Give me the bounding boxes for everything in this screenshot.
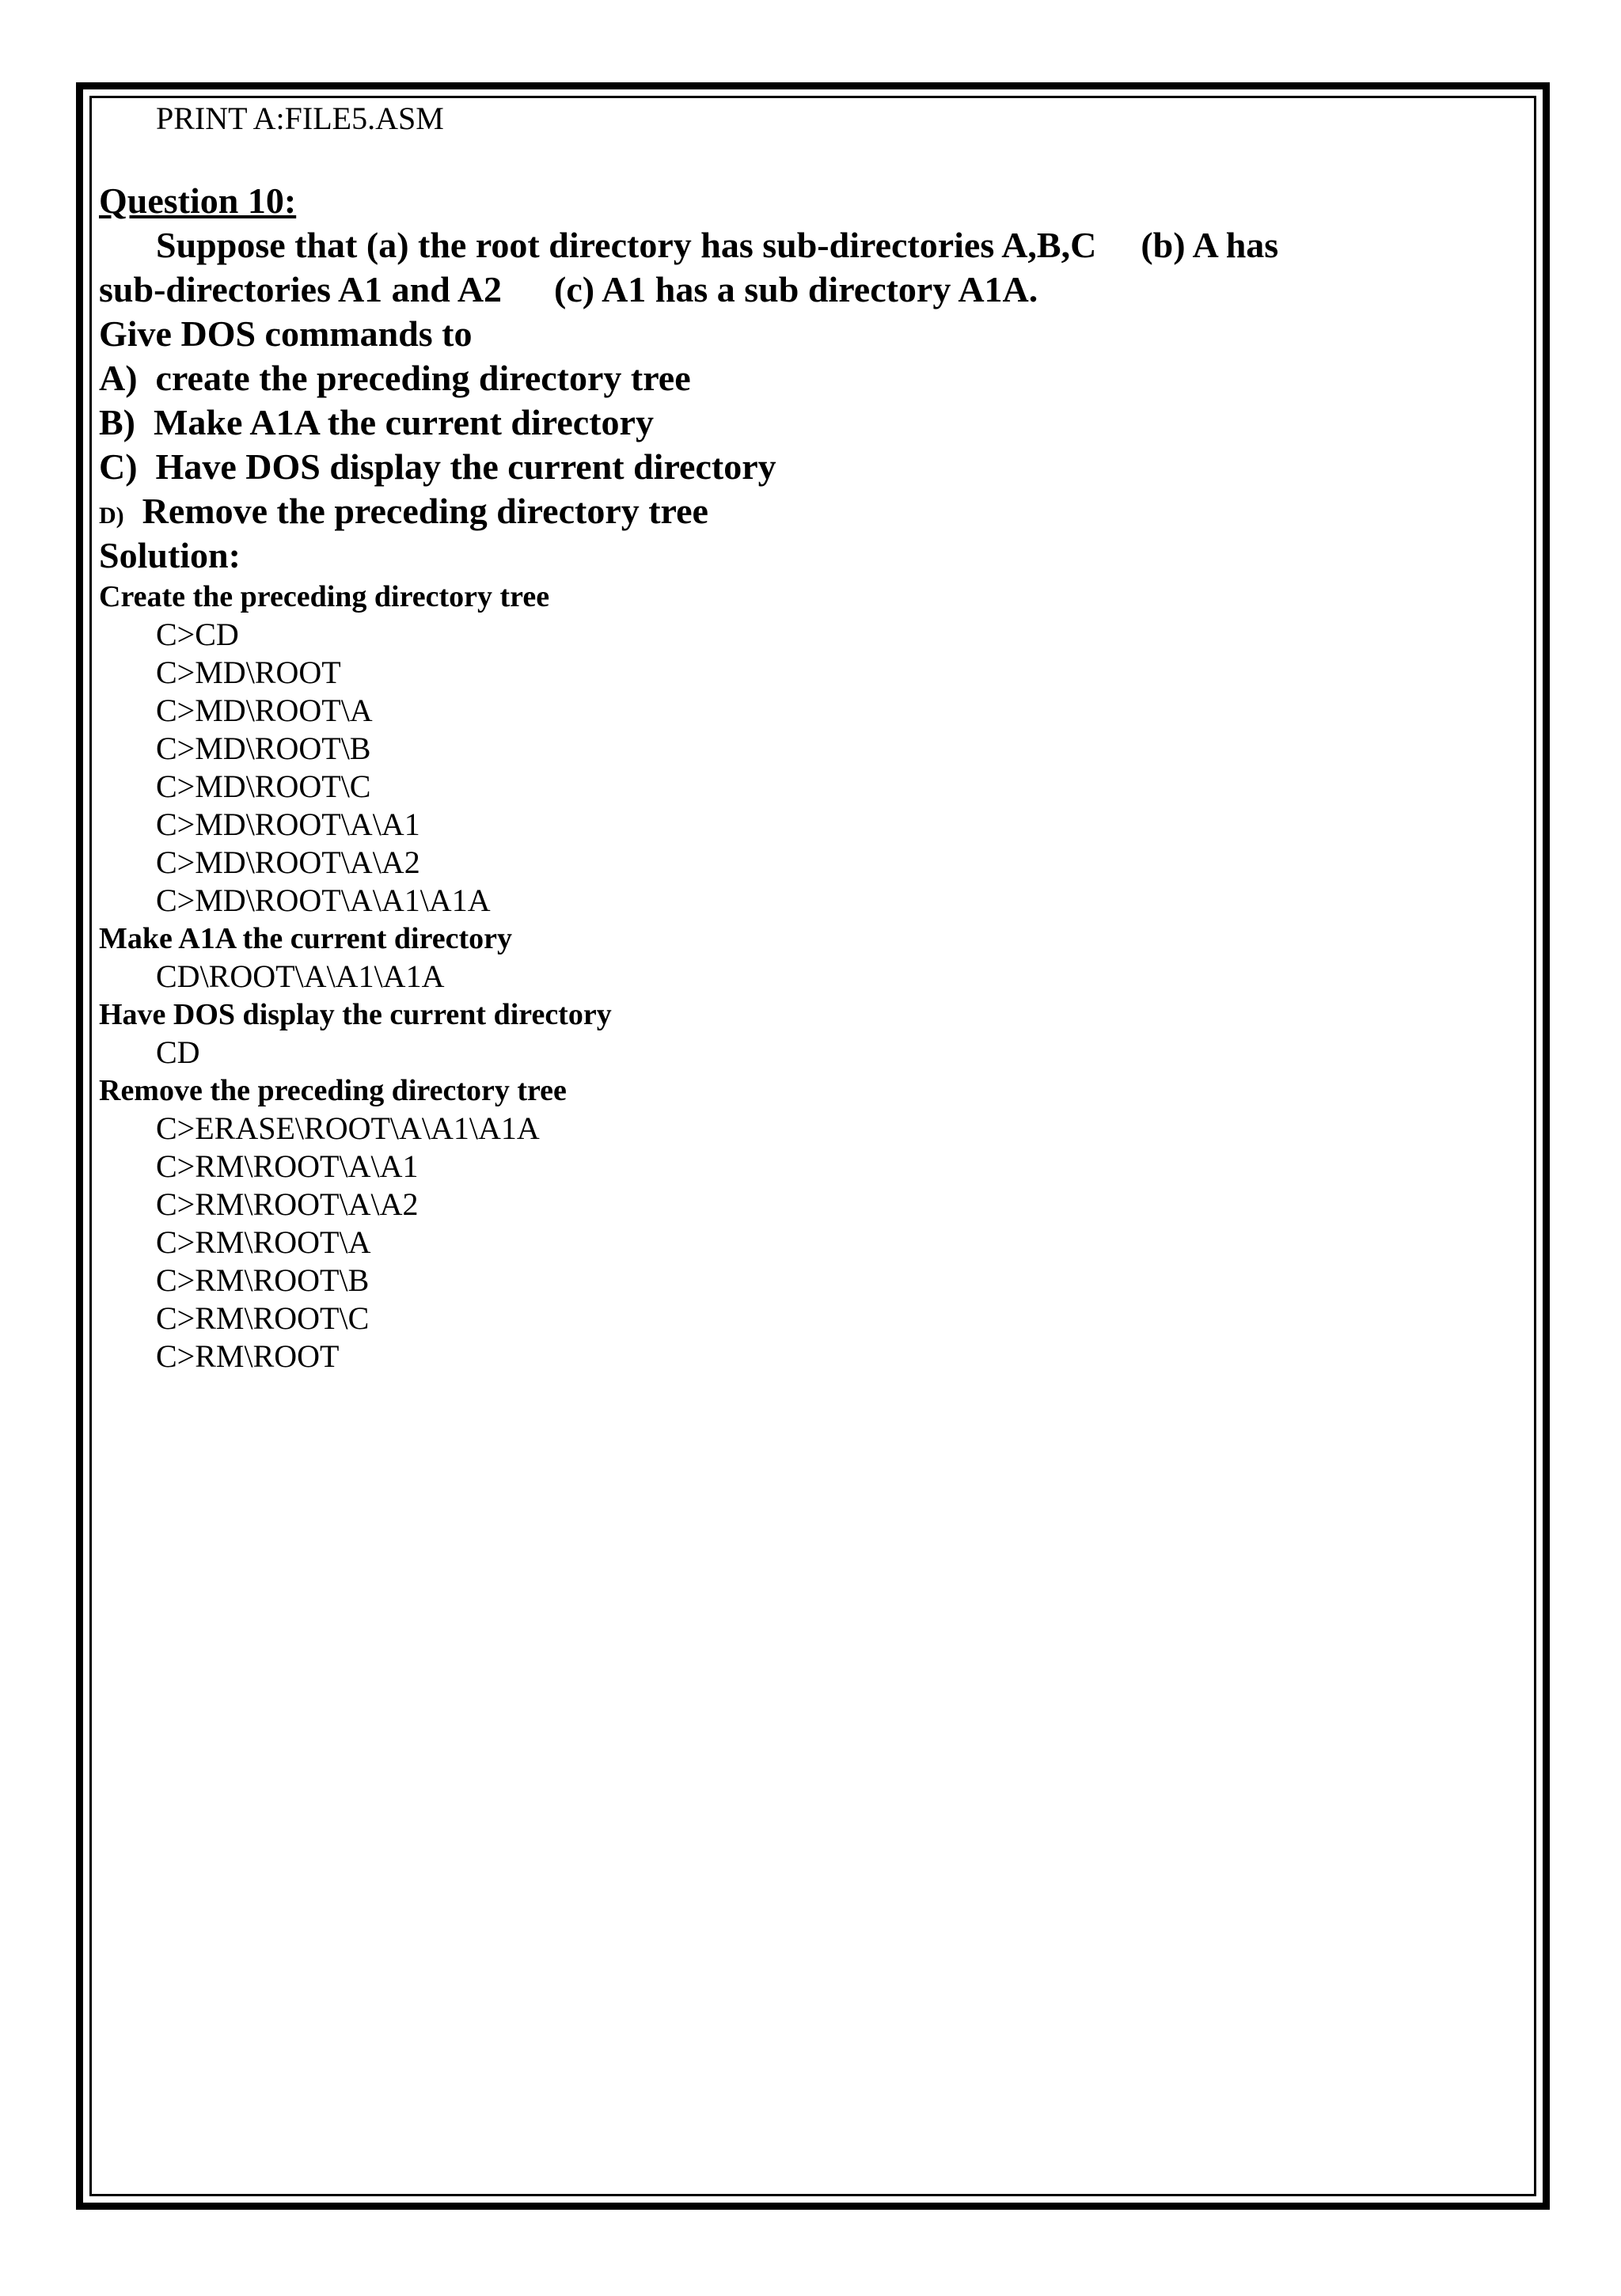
- question-title: Question 10:: [99, 180, 297, 221]
- section-heading-remove: Remove the preceding directory tree: [99, 1074, 567, 1107]
- command-line: C>RM\ROOT\B: [156, 1262, 370, 1298]
- solution-title: Solution:: [99, 535, 241, 575]
- command-line: CD: [156, 1034, 200, 1070]
- command-line: C>RM\ROOT\A\A2: [156, 1186, 419, 1222]
- intro-part-c: sub-directories A1 and A2: [99, 269, 503, 309]
- item-label: B): [99, 402, 135, 442]
- question-item-b: [99, 400, 1524, 445]
- command-line: C>RM\ROOT\A\A1: [156, 1148, 419, 1184]
- question-item-c: [99, 445, 1524, 489]
- command-line: CD\ROOT\A\A1\A1A: [156, 958, 445, 994]
- command-line: C>MD\ROOT: [156, 655, 341, 690]
- section-heading-create: Create the preceding directory tree: [99, 580, 550, 613]
- intro-part-a: Suppose that (a) the root directory has sub-directories A,B,C: [156, 225, 1097, 265]
- item-text: Have DOS display the current directory: [155, 446, 776, 487]
- command-line: C>MD\ROOT\A\A2: [156, 844, 420, 880]
- print-command-line: PRINT A:FILE5.ASM: [156, 101, 444, 136]
- command-line: C>MD\ROOT\C: [156, 768, 371, 804]
- question-intro-line-1: [99, 223, 1524, 268]
- item-text: Remove the preceding directory tree: [142, 491, 708, 531]
- document-content: [99, 97, 1524, 1376]
- item-text: Make A1A the current directory: [154, 402, 654, 442]
- command-line: C>ERASE\ROOT\A\A1\A1A: [156, 1110, 540, 1146]
- command-line: C>RM\ROOT\C: [156, 1300, 370, 1336]
- give-commands-line: Give DOS commands to: [99, 313, 473, 354]
- command-line: C>CD: [156, 617, 239, 652]
- command-line: C>MD\ROOT\B: [156, 731, 371, 766]
- question-intro-line-2: [99, 268, 1524, 312]
- section-heading-make-current: Make A1A the current directory: [99, 922, 513, 955]
- command-line: C>MD\ROOT\A\A1\A1A: [156, 882, 491, 918]
- command-line: C>MD\ROOT\A: [156, 693, 373, 728]
- section-heading-display: Have DOS display the current directory: [99, 998, 612, 1031]
- command-line: C>RM\ROOT: [156, 1338, 340, 1374]
- command-line: C>MD\ROOT\A\A1: [156, 806, 420, 842]
- item-label: C): [99, 446, 138, 487]
- question-item-a: [99, 356, 1524, 400]
- item-text: create the preceding directory tree: [155, 358, 691, 398]
- intro-part-b: (b) A has: [1141, 225, 1279, 265]
- question-item-d: [99, 489, 1524, 533]
- item-label: A): [99, 358, 138, 398]
- item-label: D): [99, 503, 124, 529]
- command-line: C>RM\ROOT\A: [156, 1224, 371, 1260]
- intro-part-d: (c) A1 has a sub directory A1A.: [554, 269, 1038, 309]
